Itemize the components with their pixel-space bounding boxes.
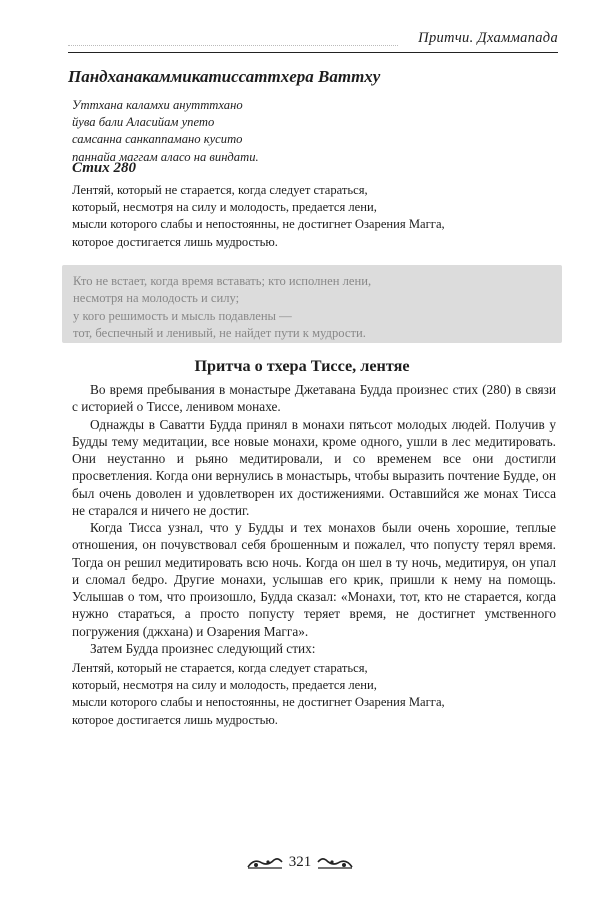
pali-line: паннайа маггам аласо на виндати. <box>72 149 259 164</box>
closing-verse-line: мысли которого слабы и непостоянны, не достигнет Озарения Магга, <box>72 695 445 710</box>
page-number: 321 <box>288 854 312 870</box>
pali-line: йува бали Аласийам упето <box>72 115 215 130</box>
verse-line: Лентяй, который не старается, когда следует стараться, <box>72 183 368 197</box>
right-ornament-icon <box>316 856 354 870</box>
verse-translation <box>72 182 512 251</box>
story-paragraph: Во время пребывания в монастыре Джетавана Будда произнес стих (280) в связи с историей о Тиссе, ленивом монахе. <box>72 382 556 415</box>
pali-line: Уттхана каламхи анутттхано <box>72 98 243 112</box>
header-rule <box>68 52 558 53</box>
verse-line: которое достигается лишь мудростью. <box>72 234 278 249</box>
story-paragraph: Когда Тисса узнал, что у Будды и тех монахов были очень хорошие, теплые отношения, он почувствовал себя брошенным и пожалел, что попусту терял время. Тогда он решил медитировать всю ночь. Когда он шел в ту ночь, медитируя, он упал и сломал бедро. Другие монахи, услышав его крик, пришли к нему на помощь. Услышав о том, что произошло, Будда сказал: «Монахи, тот, кто не старается, когда нужно стараться, а просто попусту теряет время, не достигнет умственного погружения (джхана) и Озарения Магга». <box>72 520 556 639</box>
story-body <box>72 381 556 657</box>
closing-verse-line: который, несмотря на силу и молодость, предается лени, <box>72 678 377 693</box>
alt-translation <box>73 273 533 343</box>
verse-line: мысли которого слабы и непостоянны, не достигнет Озарения Магга, <box>72 217 445 232</box>
verse-label: Стих 280 <box>72 160 136 176</box>
pali-line: самсанна санкаппамано кусито <box>72 132 243 147</box>
closing-verse-line: Лентяй, который не старается, когда следует стараться, <box>72 661 368 675</box>
alt-line: Кто не встает, когда время вставать; кто исполнен лени, <box>73 274 372 288</box>
alt-line: у кого решимость и мысль подавлены — <box>73 308 292 323</box>
running-head: Притчи. Дхаммапада <box>418 30 558 46</box>
story-paragraph: Затем Будда произнес следующий стих: <box>90 640 316 656</box>
header-dotted-rule <box>68 45 398 46</box>
story-title: Притча о тхера Тиссе, лентяе <box>194 357 410 375</box>
alt-line: тот, беспечный и ленивый, не найдет пути к мудрости. <box>73 326 366 341</box>
closing-verse-line: которое достигается лишь мудростью. <box>72 712 278 727</box>
alt-line: несмотря на молодость и силу; <box>73 291 240 306</box>
left-ornament-icon <box>246 856 284 870</box>
pali-title: Пандханакаммикатиссаттхера Ваттху <box>68 67 381 86</box>
pali-verse <box>72 97 492 166</box>
verse-line: который, несмотря на силу и молодость, предается лени, <box>72 200 377 215</box>
closing-verse <box>72 660 552 729</box>
page-footer <box>0 854 600 871</box>
story-paragraph: Однажды в Саватти Будда принял в монахи пятьсот молодых людей. Получив у Будды тему медитации, все новые монахи, кроме одного, ушли в лес медитировать. Они неустанно и рьяно медитировали, и со временем все они достигли просветления. Когда они вернулись в монастырь, чтобы выразить почтение Будде, он был очень доволен и удовлетворен их достижениями. Оставшийся же монах Тисса не старался и ничего не достиг. <box>72 416 556 518</box>
